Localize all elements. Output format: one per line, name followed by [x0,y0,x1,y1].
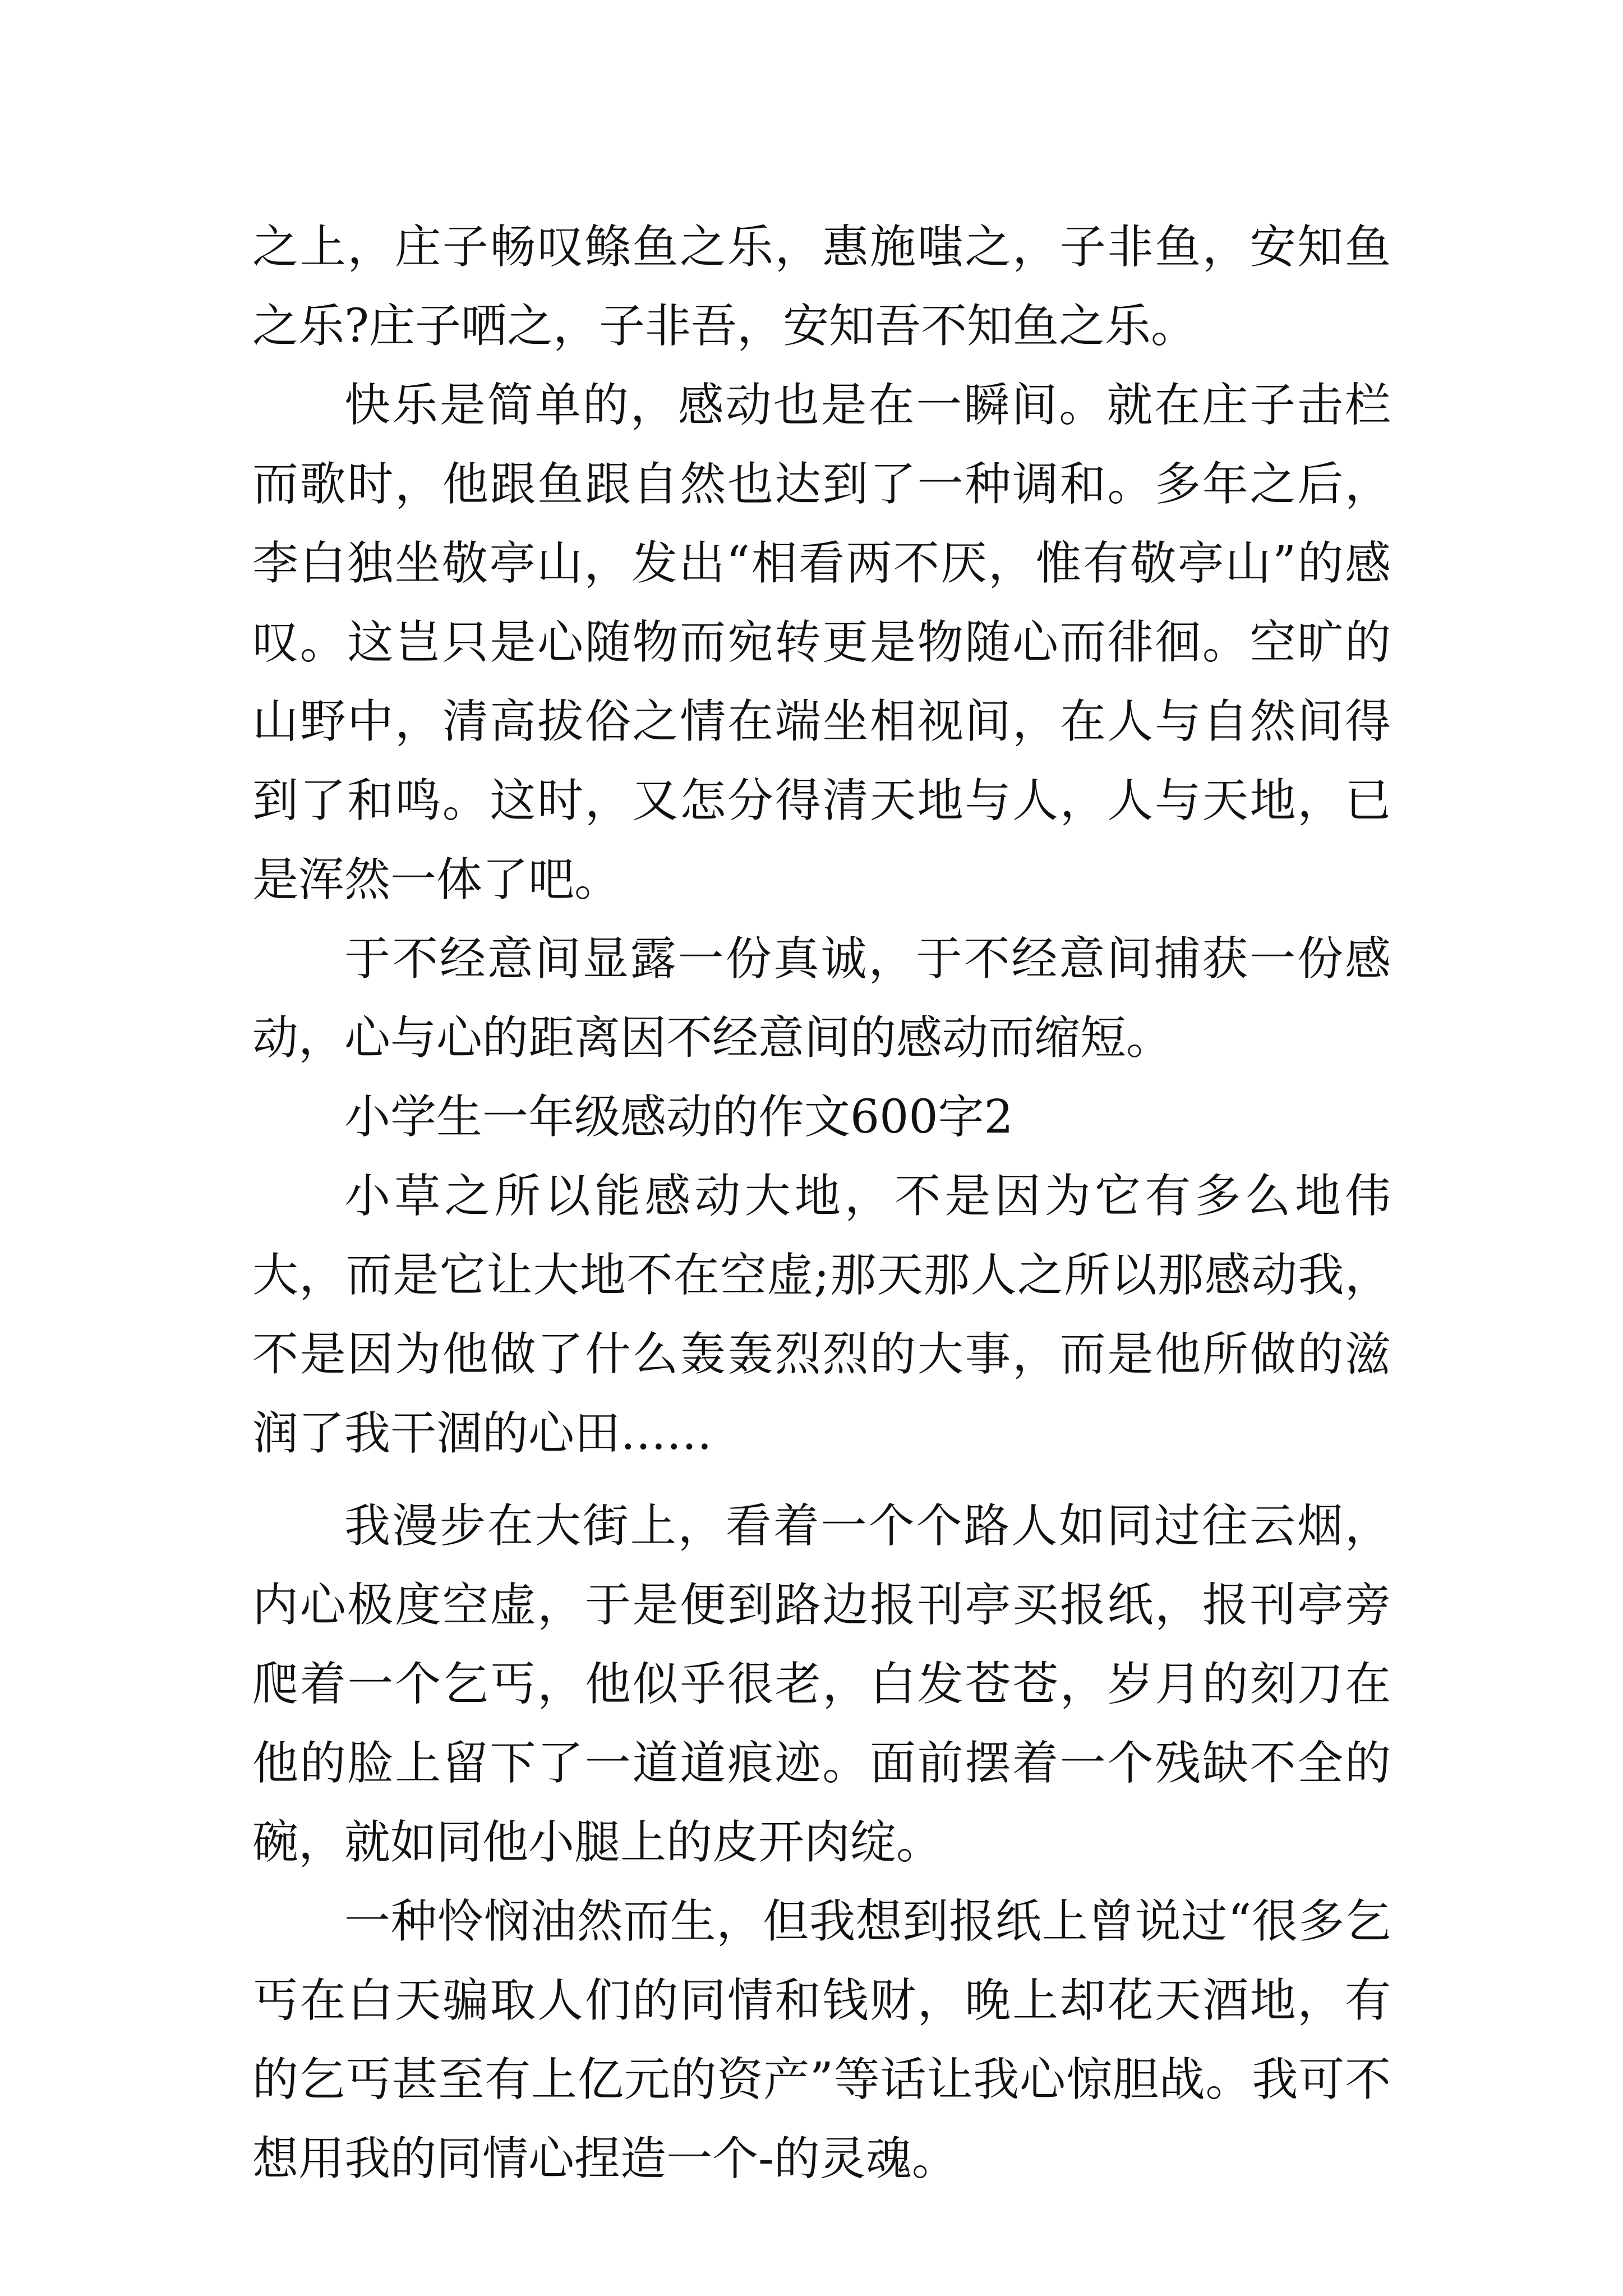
paragraph: 一种怜悯油然而生，但我想到报纸上曾说过“很多乞丐在白天骗取人们的同情和钱财，晚上却花天酒地，有的乞丐甚至有上亿元的资产”等话让我心惊胆战。我可不想用我的同情心捏造一个-的灵魂。 [252,1895,1391,2185]
paragraph: 我漫步在大街上，看着一个个路人如同过往云烟，内心极度空虚，于是便到路边报刊亭买报纸，报刊亭旁爬着一个乞丐，他似乎很老，白发苍苍，岁月的刻刀在他的脸上留下了一道道痕迹。面前摆着一个残缺不全的碗，就如同他小腿上的皮开肉绽。 [252,1499,1391,1869]
paragraph: 于不经意间显露一份真诚，于不经意间捕获一份感动，心与心的距离因不经意间的感动而缩短。 [252,932,1391,1065]
section-heading: 小学生一年级感动的作文600字2 [344,1091,1013,1144]
paragraph: 快乐是简单的，感动也是在一瞬间。就在庄子击栏而歌时，他跟鱼跟自然也达到了一种调和。多年之后，李白独坐敬亭山，发出“相看两不厌，惟有敬亭山”的感叹。这岂只是心随物而宛转更是物随心而徘徊。空旷的山野中，清高拔俗之情在端坐相视间，在人与自然间得到了和鸣。这时，又怎分得清天地与人，人与天地，已是浑然一体了吧。 [252,379,1391,907]
paragraph: 之上，庄子畅叹鲦鱼之乐，惠施嗤之，子非鱼，安知鱼之乐?庄子哂之，子非吾，安知吾不知鱼之乐。 [252,220,1391,353]
document-body [252,208,1391,2198]
paragraph: 小草之所以能感动大地，不是因为它有多么地伟大，而是它让大地不在空虚;那天那人之所以那感动我，不是因为他做了什么轰轰烈烈的大事，而是他所做的滋润了我干涸的心田…… [252,1170,1391,1460]
